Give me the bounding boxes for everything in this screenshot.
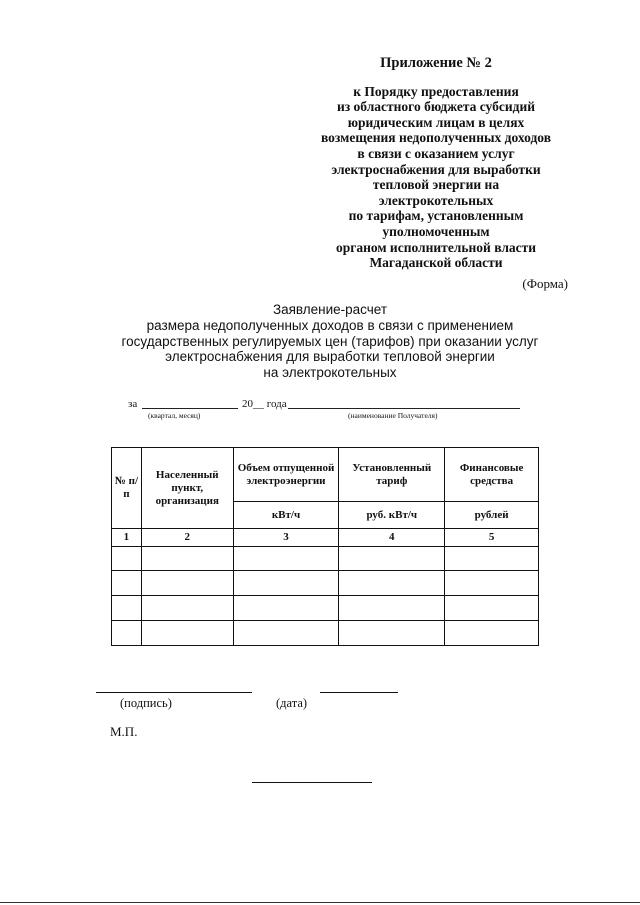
period-row [128,398,528,422]
header-tariff: Установленный тариф [339,448,445,502]
table-row [112,547,539,571]
appendix-line: Магаданской области [369,255,503,271]
column-number: 5 [445,529,539,547]
unit-tariff: руб. кВт/ч [339,502,445,529]
stamp-label: М.П. [110,724,138,739]
heading-line: размера недополученных доходов в связи с применением [146,317,514,333]
header-volume: Объем отпущенной электроэнергии [233,448,339,502]
form-label: (Форма) [522,276,568,291]
calculation-table [111,447,539,646]
heading-line: электроснабжения для выработки тепловой энергии [165,349,495,365]
date-line[interactable] [320,692,398,693]
table-cell[interactable] [233,571,339,596]
heading-line: на электрокотельных [263,365,397,381]
table-cell[interactable] [112,621,142,646]
table-row [112,596,539,621]
appendix-line: электрокотельных [378,192,494,208]
table-cell[interactable] [112,596,142,621]
recipient-hint: (наименование Получателя) [348,411,438,420]
table-cell[interactable] [445,571,539,596]
document-heading [100,302,560,381]
table-cell[interactable] [339,596,445,621]
unit-volume: кВт/ч [233,502,339,529]
appendix-line: уполномоченным [382,223,490,239]
table-cell[interactable] [339,621,445,646]
column-number: 1 [112,529,142,547]
appendix-line: органом исполнительной власти [335,239,537,255]
header-funds: Финансовые средства [445,448,539,502]
column-number: 4 [339,529,445,547]
bottom-signature-line[interactable] [252,782,372,783]
recipient-input-line[interactable] [288,408,520,409]
table-cell[interactable] [141,547,233,571]
table-cell[interactable] [141,621,233,646]
table-cell[interactable] [339,547,445,571]
appendix-line: электроснабжения для выработки [331,161,541,177]
table-cell[interactable] [445,621,539,646]
table-cell[interactable] [339,571,445,596]
table-cell[interactable] [445,547,539,571]
table-cell[interactable] [141,571,233,596]
appendix-line: из областного бюджета субсидий [336,99,536,115]
table-cell[interactable] [233,621,339,646]
period-prefix: за [128,398,138,410]
table-cell[interactable] [112,571,142,596]
heading-line: государственных регулируемых цен (тарифов) при оказании услуг [121,333,539,349]
appendix-line: по тарифам, установленным [348,208,524,224]
header-num: № п/п [112,448,142,529]
heading-line: Заявление-расчет [272,302,388,317]
signature-label: (подпись) [120,696,172,710]
appendix-line: тепловой энергии на [372,177,500,193]
table-cell[interactable] [445,596,539,621]
period-input-line[interactable] [142,408,238,409]
column-number: 3 [233,529,339,547]
appendix-line: в связи с оказанием услуг [357,145,515,161]
date-label: (дата) [276,696,308,710]
header-settlement: Населенный пункт, организация [141,448,233,529]
appendix-line: к Порядку предоставления [353,83,519,99]
appendix-line: возмещения недополученных доходов [320,130,552,146]
appendix-title: Приложение № 2 [380,55,492,71]
signature-line[interactable] [96,692,252,693]
page-edge-line [0,902,640,903]
unit-funds: рублей [445,502,539,529]
table-cell[interactable] [233,596,339,621]
table-cell[interactable] [233,547,339,571]
table-cell[interactable] [112,547,142,571]
table-cell[interactable] [141,596,233,621]
appendix-block [300,56,572,271]
column-number: 2 [141,529,233,547]
table-row [112,621,539,646]
year-label: 20__ года [242,398,287,410]
table-row [112,571,539,596]
appendix-line: юридическим лицам в целях [347,114,525,130]
period-hint: (квартал, месяц) [148,411,201,420]
